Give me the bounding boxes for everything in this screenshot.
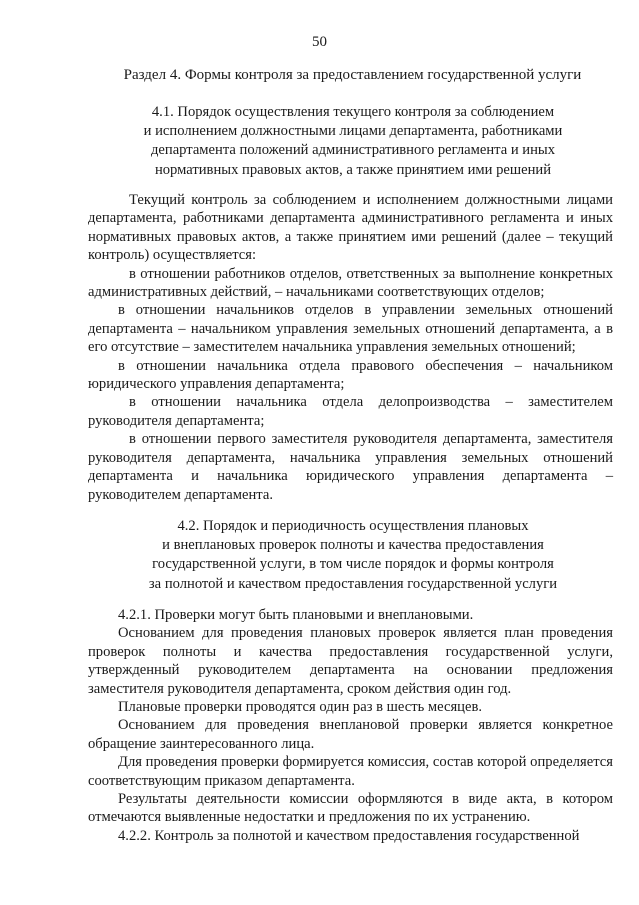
subsection-title-line: и исполнением должностными лицами департамента, работниками <box>143 123 563 140</box>
page-number: 50 <box>312 34 327 50</box>
paragraph: Для проведения проверки формируется комиссия, состав которой определяется соответствующим приказом департамента. <box>88 754 613 789</box>
paragraph: в отношении первого заместителя руководителя департамента, заместителя руководителя департамента, начальника управления земельных отношений департамента и начальника юридического управления департамента – руководителем департамента. <box>88 431 613 503</box>
paragraph: в отношении начальника отдела делопроизводства – заместителем руководителя департамента; <box>88 394 613 429</box>
section-title: Раздел 4. Формы контроля за предоставлением государственной услуги <box>123 67 582 83</box>
subsection-4-2-title <box>88 517 618 594</box>
paragraph: 4.2.2. Контроль за полнотой и качеством предоставления государственной <box>118 827 580 844</box>
paragraph: в отношении начальников отделов в управлении земельных отношений департамента – начальником управления земельных отношений департамента, а в его отсутствие – заместителем начальника управления земельных отношений; <box>88 302 613 356</box>
subsection-4-1-title <box>88 103 618 180</box>
paragraph: Плановые проверки проводятся один раз в шесть месяцев. <box>118 699 482 716</box>
subsection-4-2-body <box>88 606 613 845</box>
paragraph: 4.2.1. Проверки могут быть плановыми и внеплановыми. <box>118 607 474 623</box>
subsection-title-line: за полнотой и качеством предоставления государственной услуги <box>148 575 558 592</box>
subsection-title-line: государственной услуги, в том числе порядок и формы контроля <box>152 556 554 573</box>
paragraph: Основанием для проведения внеплановой проверки является конкретное обращение заинтересованного лица. <box>88 717 613 752</box>
subsection-title-line: 4.2. Порядок и периодичность осуществления плановых <box>177 518 529 534</box>
paragraph: Основанием для проведения плановых проверок является план проведения проверок полноты и качества предоставления государственной услуги, утвержденный руководителем департамента на основании предложения заместителя руководителя департамента, сроком действия один год. <box>88 625 613 697</box>
paragraph: Текущий контроль за соблюдением и исполнением должностными лицами департамента, работниками департамента административного регламента и иных нормативных правовых актов, а также принятием ими решений (далее – текущий контроль) осуществляется: <box>88 192 613 264</box>
subsection-title-line: и внеплановых проверок полноты и качества предоставления <box>162 537 544 554</box>
subsection-title-line: нормативных правовых актов, а также принятием ими решений <box>154 161 552 178</box>
paragraph: Результаты деятельности комиссии оформляются в виде акта, в котором отмечаются выявленные недостатки и предложения по их устранению. <box>88 791 613 826</box>
paragraph: в отношении работников отделов, ответственных за выполнение конкретных административных действий, – начальниками соответствующих отделов; <box>88 265 613 301</box>
paragraph: в отношении начальника отдела правового обеспечения – начальником юридического управления департамента; <box>88 357 613 393</box>
subsection-title-line: 4.1. Порядок осуществления текущего контроля за соблюдением <box>151 104 555 120</box>
subsection-title-line: департамента положений административного регламента и иных <box>150 142 556 159</box>
subsection-4-1-body <box>88 191 613 504</box>
